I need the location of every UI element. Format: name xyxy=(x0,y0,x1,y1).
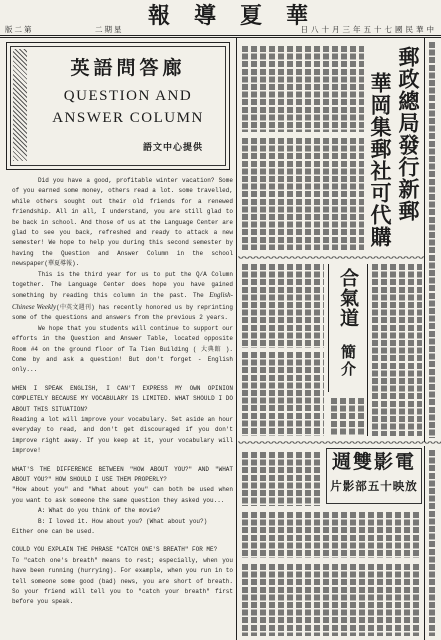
chinese-text-block xyxy=(242,352,324,436)
section-separator xyxy=(238,256,424,260)
ornament-stripe xyxy=(13,49,27,161)
film-title: 週雙影電 xyxy=(331,451,416,473)
header-rule xyxy=(0,35,441,38)
column-divider xyxy=(236,38,237,640)
chinese-text-block xyxy=(242,138,364,250)
issue-date: 日八十月三年五十七國民華中 xyxy=(300,25,437,34)
question: WHEN I SPEAK ENGLISH, I CAN'T EXPRESS MY OWN OPINION COMPLETELY BECAUSE MY VOCABULARY IS LIMITED. WHAT SHOULD I DO ABOUT THIS SITUATION? xyxy=(12,384,233,413)
aikido-title: 合氣道 xyxy=(337,268,359,328)
chinese-text-block xyxy=(429,42,436,438)
intro-paragraph: We hope that you students will continue to support our efforts in the Question and Answer Table, located opposite Room #4 on the ground floor of Ta Tien Building ( 大典館 ). Come by and ask a question! But don't forget - English only... xyxy=(12,324,233,374)
qa-byline: 語文中心提供 xyxy=(142,143,203,153)
page-number: 版二第 xyxy=(5,25,34,34)
chinese-text-block xyxy=(242,264,324,348)
frame-line xyxy=(328,264,329,392)
film-schedule-block xyxy=(242,512,422,558)
answer: To "catch one's breath" means to rest; especially, when you have been running (hurrying). For example, when you run in to tell someone some good (bad) news, you are short of breath. So your friend will tell you to "catch your breath" first before you speak. xyxy=(12,556,233,606)
film-subtitle: 片影部五十映放 xyxy=(330,479,418,493)
dialog-line: A: What do you think of the movie? xyxy=(38,507,161,515)
chinese-text-block xyxy=(331,398,364,436)
weekday: 二期星 xyxy=(95,25,124,34)
column-divider xyxy=(424,38,425,442)
answer-note: Either one can be used. xyxy=(12,528,95,535)
film-schedule-block xyxy=(242,564,422,636)
answer: "How about you" and "What about you" can both be used when you want to ask someone the same question they asked you... xyxy=(12,486,233,504)
chinese-text-block xyxy=(242,452,322,506)
aikido-subtitle: 簡介 xyxy=(339,344,357,378)
intro-text: (中英文週刊) has recently honored us by reprinting some of the questions and answers from the previous 2 years. xyxy=(12,303,233,322)
chinese-text-block xyxy=(429,450,436,636)
frame-line xyxy=(367,264,368,436)
intro-paragraph: Did you have a good, profitable winter vacation? Some of you earned some money, others read a lot. some travelled, while others sought out their old friends for a renewed friendship. All in all, I understand, you are still glad to be back in school. And those of us at the Language Center are glad to see you back, refreshed and ready to attack a new semester! We hope to help you during this second semester by having the Question and Answer Column in the school newspaper(華夏導報). xyxy=(12,177,233,268)
qa-body xyxy=(12,176,233,634)
chinese-text-block xyxy=(242,46,364,132)
column-divider xyxy=(424,446,425,640)
stamp-headline-main: 郵政總局發行新郵 xyxy=(396,46,421,222)
publication-name: English-Chinese Weekly xyxy=(12,291,233,311)
question: COULD YOU EXPLAIN THE PHRASE "CATCH ONE'S BREATH" FOR ME? xyxy=(12,546,218,554)
answer: Reading a lot will improve your vocabulary. Set aside an hour everyday to read, and don't get discouraged if you don't improve right away. If you keep at it, your vocabulary will improve! xyxy=(12,415,233,455)
dialog-line: B: I loved it. How about you? (What about you?) xyxy=(38,517,208,525)
qa-title-box xyxy=(6,42,230,170)
stamp-headline-sub: 華岡集郵社可代購 xyxy=(368,72,393,248)
question: WHAT'S THE DIFFERENCE BETWEEN "HOW ABOUT YOU?" AND "WHAT ABOUT YOU?" HOW SHOULD I USE THEM PROPERLY? xyxy=(12,465,233,483)
intro-text: This is the third year for us to put the Q/A Column together. The Language Center does hope you have gained something by reading this column in the past. The xyxy=(12,270,233,300)
intro-paragraph xyxy=(12,270,233,324)
chinese-text-block xyxy=(372,264,422,436)
qa-title-english-line-2: ANSWER COLUMN xyxy=(52,110,204,126)
qa-title-english-line-1: QUESTION AND xyxy=(63,88,193,104)
section-separator xyxy=(238,441,441,445)
qa-title-chinese: 英語問答廊 xyxy=(70,57,186,79)
masthead-title: 報導夏華 xyxy=(148,3,333,29)
